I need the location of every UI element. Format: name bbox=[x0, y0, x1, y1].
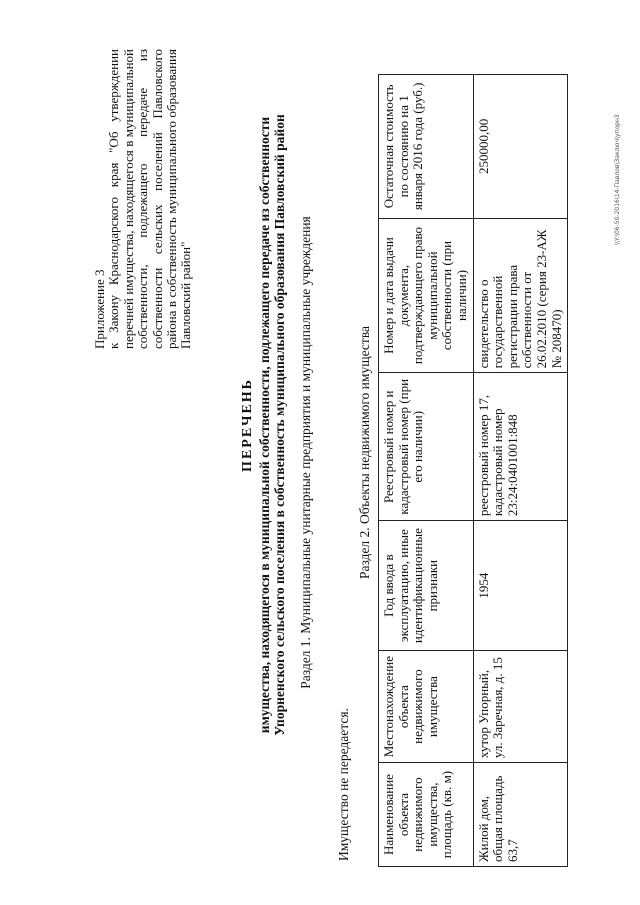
table-row bbox=[473, 75, 568, 867]
document-title bbox=[240, 35, 288, 815]
document-title-line1: имущества, находящегося в муниципальной собственности, подлежащего передаче из собственности bbox=[256, 116, 272, 734]
header-document: Номер и дата выдачи документа, подтверждающего право муниципальной собственности (при наличии) bbox=[379, 218, 474, 373]
section1-note: Имущество не передается. bbox=[336, 708, 351, 861]
cell-name: Жилой дом, общая площадь 63,7 bbox=[473, 763, 568, 867]
document-title-line2: Упорненского сельского поселения в собственность муниципального образования Павловский район bbox=[272, 114, 287, 736]
header-name: Наименование объекта недвижимого имущества, площадь (кв. м) bbox=[379, 763, 474, 867]
property-table bbox=[378, 74, 568, 867]
appendix-text: к Закону Краснодарского края "Об утверждении перечней имущества, находящегося в муниципальной собственности, подлежащего передаче из собственности сельских поселений Павловского района в собственность муниципального образования Павловский район" bbox=[106, 49, 194, 349]
header-registry: Реестровый номер и кадастровый номер (при его наличии) bbox=[379, 373, 474, 521]
file-path-footer: \\Y:\06-50-2016\14-Павлов\Заключ\упорн3 bbox=[614, 114, 621, 245]
cell-document: свидетельство о государственной регистрации права собственности от 26.02.2010 (серия 23-АЖ № 208470) bbox=[473, 218, 568, 373]
header-year: Год ввода в эксплуатацию, иные идентификационные признаки bbox=[379, 521, 474, 651]
cell-registry: реестровый номер 17, кадастровый номер 23:24:0401001:848 bbox=[473, 373, 568, 521]
section1-title: Раздел 1. Муниципальные унитарные предприятия и муниципальные учреждения bbox=[298, 216, 313, 689]
cell-year: 1954 bbox=[473, 521, 568, 651]
section2-title: Раздел 2. Объекты недвижимого имущества bbox=[357, 325, 372, 580]
cell-value: 250000,00 bbox=[473, 75, 568, 219]
header-location: Местонахождение объекта недвижимого имущества bbox=[379, 651, 474, 763]
appendix-block bbox=[93, 49, 194, 349]
appendix-title: Приложение 3 bbox=[92, 269, 107, 349]
header-value: Остаточная стоимость по состоянию на 1 января 2016 года (руб.) bbox=[379, 75, 474, 219]
table-header-row bbox=[379, 75, 474, 867]
document-heading: ПЕРЕЧЕНЬ bbox=[240, 378, 255, 472]
cell-location: хутор Упорный, ул. Заречная, д. 15 bbox=[473, 651, 568, 763]
